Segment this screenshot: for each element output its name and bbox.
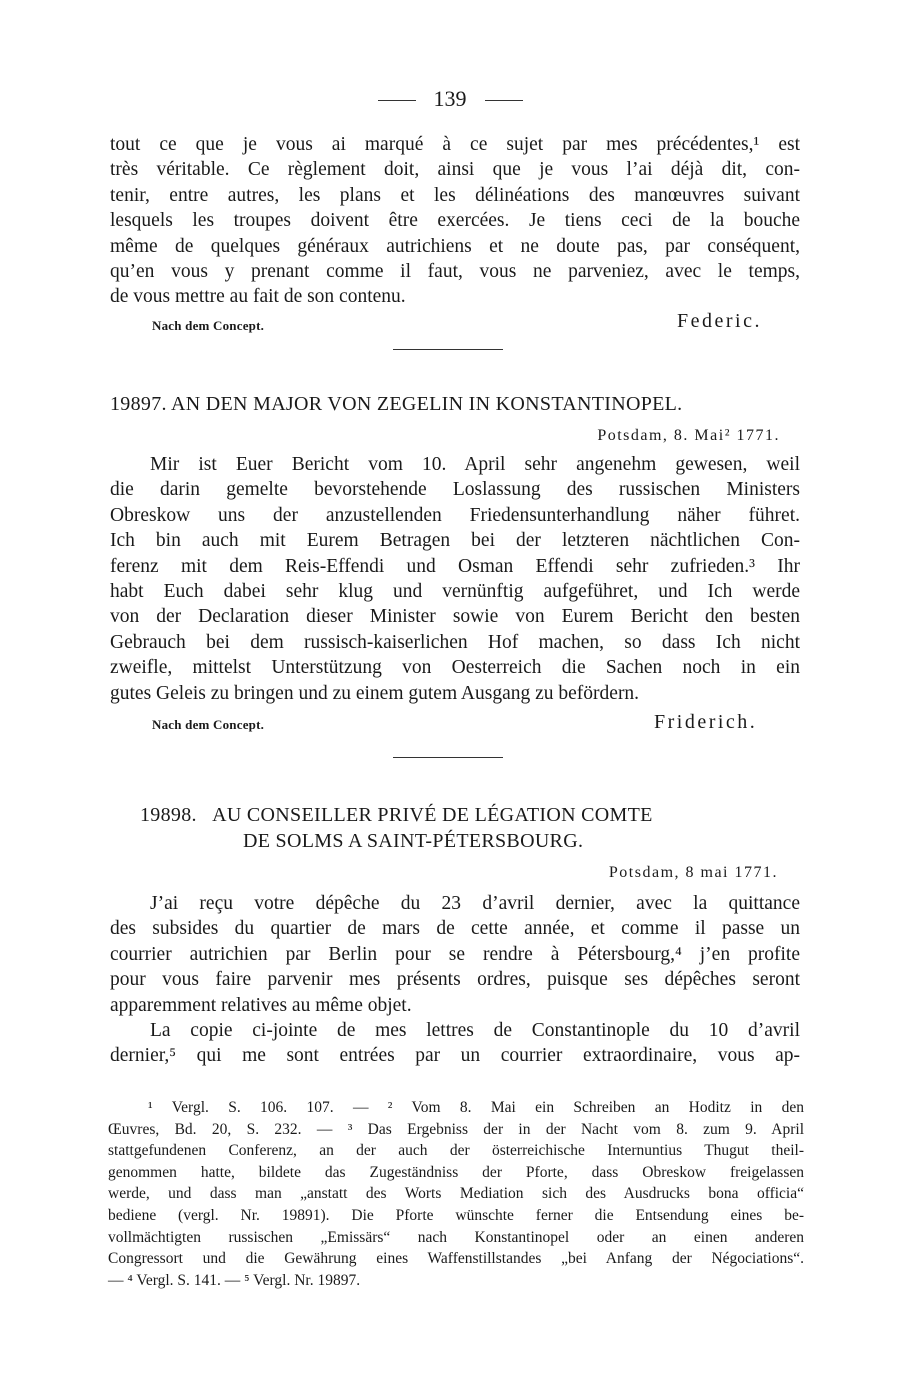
text-line: die darin gemelte bevorstehende Loslassung des russischen Ministers <box>110 479 800 501</box>
letter-continuation <box>110 132 800 310</box>
footnote-line: bediene (vergl. Nr. 19891). Die Pforte wünschte ferner die Entsendung eines be- <box>108 1206 804 1224</box>
footnote-line: vollmächtigten russischen „Emissärs“ nach Konstantinopel oder an einen anderen <box>108 1228 804 1246</box>
text-line: von der Declaration dieser Minister sowie von Eurem Bericht den besten <box>110 606 800 628</box>
letter-heading <box>140 804 653 827</box>
text-line: J’ai reçu votre dépêche du 23 d’avril dernier, avec la quittance <box>150 893 800 914</box>
text-line: Ich bin auch mit Eurem Betragen bei der letzteren nächtlichen Con- <box>110 530 800 552</box>
letter-title: AU CONSEILLER PRIVÉ DE LÉGATION COMTE <box>212 804 653 826</box>
page-header <box>0 86 900 112</box>
letter-number: 19898. <box>140 804 197 826</box>
letter-title-line2: DE SOLMS A SAINT-PÉTERSBOURG. <box>243 830 584 852</box>
text-line: qu’en vous y prenant comme il faut, vous ne parveniez, avec le temps, <box>110 261 800 283</box>
source-note: Nach dem Concept. <box>152 717 265 732</box>
place-date: Potsdam, 8 mai 1771. <box>608 864 778 881</box>
text-line: Gebrauch bei dem russisch-kaiserlichen Hof machen, so dass Ich nicht <box>110 631 800 653</box>
continuation-paragraph <box>110 132 800 310</box>
signature: Federic. <box>677 310 762 332</box>
footnotes <box>108 1097 804 1291</box>
footnote-line: Congressort und die Gewährung eines Waffenstillstandes „bei Anfang der Négociations“. <box>108 1250 804 1268</box>
footnote-line: stattgefundenen Conferenz, an der auch der österreichische Internuntius Thugut theil- <box>108 1142 804 1160</box>
text-line: La copie ci-jointe de mes lettres de Constantinople du 10 d’avril <box>150 1020 800 1042</box>
letter-paragraph <box>110 1018 800 1069</box>
header-dash-right <box>485 100 523 101</box>
text-line: courrier autrichien par Berlin pour se rendre à Pétersbourg,⁴ j’en profite <box>110 943 800 965</box>
letter-number: 19897. <box>110 393 167 415</box>
footnote-line: Œuvres, Bd. 20, S. 232. — ³ Das Ergebniss der in der Nacht vom 8. zum 9. April <box>108 1120 804 1138</box>
footnote-line: genommen hatte, bildete das Zugeständniss der Pforte, dass Obreskow freigelassen <box>108 1163 804 1181</box>
text-line: lesquels les troupes doivent être exercées. Je tiens ceci de la bouche <box>110 210 800 232</box>
text-line: habt Euch dabei sehr klug und vernünftig aufgeführet, und Ich werde <box>110 581 800 603</box>
letter-body <box>110 891 800 1069</box>
letter-title: AN DEN MAJOR VON ZEGELIN IN KONSTANTINOPEL. <box>171 393 683 415</box>
text-line: gutes Geleis zu bringen und zu einem gutem Ausgang zu befördern. <box>110 682 640 704</box>
page-number: 139 <box>433 86 467 111</box>
text-line: tout ce que je vous ai marqué à ce sujet par mes précédentes,¹ est <box>110 134 800 155</box>
section-divider <box>393 757 503 758</box>
text-line: pour vous faire parvenir mes présents ordres, puisque ses dépêches seront <box>110 969 800 991</box>
text-line: tenir, entre autres, les plans et les délinéations des manœuvres suivant <box>110 184 800 206</box>
letter-body <box>110 452 800 706</box>
signature: Friderich. <box>654 711 758 733</box>
footnote-line: — ⁴ Vergl. S. 141. — ⁵ Vergl. Nr. 19897. <box>108 1271 361 1289</box>
text-line: dernier,⁵ qui me sont entrées par un courrier extraordinaire, vous ap- <box>110 1045 800 1067</box>
text-line: ferenz mit dem Reis-Effendi und Osman Effendi sehr zufrieden.³ Ihr <box>110 555 800 577</box>
footnote-line: ¹ Vergl. S. 106. 107. — ² Vom 8. Mai ein Schreiben an Hoditz in den <box>148 1099 804 1116</box>
letter-paragraph <box>110 891 800 1018</box>
text-line: Obreskow uns der anzustellenden Friedensunterhandlung näher führet. <box>110 504 800 526</box>
footnote-line: werde, und dass man „anstatt des Worts Mediation sich des Ausdrucks bona officia“ <box>108 1185 804 1203</box>
source-note: Nach dem Concept. <box>152 318 265 333</box>
letter-heading <box>110 393 682 416</box>
header-dash-left <box>378 100 416 101</box>
text-line: de vous mettre au fait de son contenu. <box>110 286 406 308</box>
text-line: même de quelques généraux autrichiens et ne doute pas, par conséquent, <box>110 235 800 257</box>
section-divider <box>393 349 503 350</box>
place-date: Potsdam, 8. Mai² 1771. <box>597 427 780 444</box>
text-line: apparemment relatives au même objet. <box>110 994 412 1016</box>
text-line: des subsides du quartier de mars de cette année, et comme il passe un <box>110 918 800 940</box>
letter-paragraph <box>110 452 800 706</box>
text-line: Mir ist Euer Bericht vom 10. April sehr angenehm gewesen, weil <box>150 454 800 475</box>
text-line: zweifle, mittelst Unterstützung von Oesterreich die Sachen noch in ein <box>110 657 800 679</box>
text-line: très véritable. Ce règlement doit, ainsi que je vous l’ai déjà dit, con- <box>110 159 800 181</box>
